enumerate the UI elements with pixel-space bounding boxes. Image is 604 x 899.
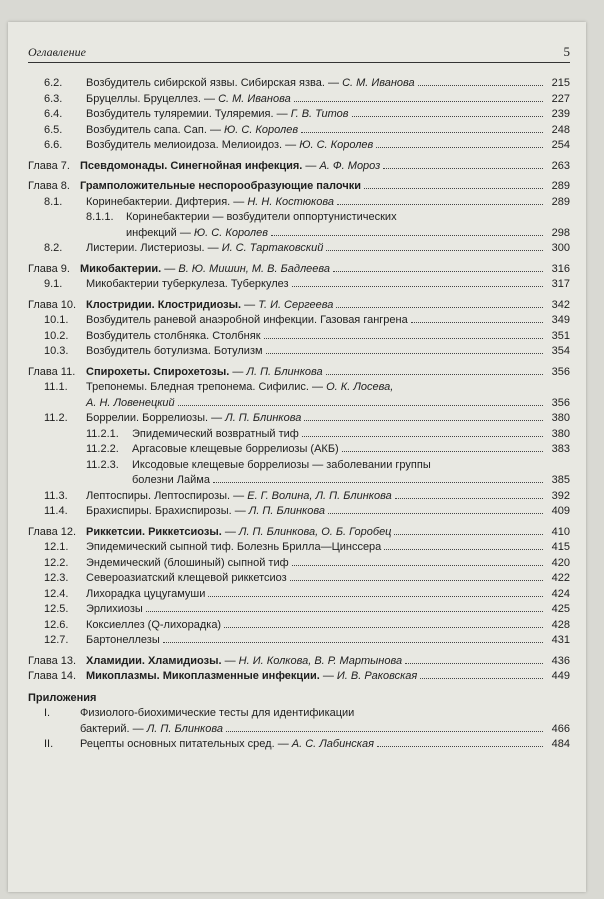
toc-entry-title: бактерий. — Л. П. Блинкова — [80, 722, 223, 735]
toc-entry-page: 385 — [551, 474, 570, 486]
leader-dots — [264, 338, 543, 339]
toc-entry — [28, 540, 570, 556]
toc-entry-title — [86, 587, 205, 603]
toc-entry-title-text: Клостридии. Клостридиозы. — [86, 298, 242, 311]
toc-entry-title-text: Листерии. Листериозы. — [86, 242, 205, 254]
toc-entry-author: И. В. Раковская — [336, 670, 418, 682]
toc-entry-number: 12.5. — [44, 603, 69, 615]
toc-entry-title-text: Лептоспиры. Лептоспирозы. — [86, 489, 231, 502]
toc-entry-author: О. К. Лосева, — [326, 381, 394, 393]
toc-entry-title — [86, 313, 408, 329]
toc-entry-title-text: Эндемический (блошиный) сыпной тиф — [86, 556, 289, 569]
toc-entry-title: Листерии. Листериозы. — И. С. Тартаковский — [86, 242, 324, 254]
leader-dots — [326, 250, 543, 251]
toc-entry-title — [86, 618, 221, 634]
toc-entry-page: 215 — [551, 77, 570, 89]
toc-entry-title-text: Коринебактерии — возбудители оппортунистических — [126, 211, 397, 223]
leader-dots — [266, 353, 543, 354]
toc-entry — [28, 396, 570, 412]
toc-entry-page: 356 — [551, 365, 570, 378]
toc-entry-title — [86, 344, 263, 360]
leader-dots — [364, 188, 543, 189]
toc-entry — [28, 525, 570, 541]
toc-entry-author: А. Н. Ловенецкий — [86, 396, 175, 409]
toc-entry-number: 11.1. — [44, 381, 68, 393]
toc-entry-title: Брахиспиры. Брахиспирозы. — Л. П. Блинкова — [86, 505, 325, 517]
toc-entry — [28, 706, 570, 722]
leader-dots — [292, 565, 543, 566]
toc-entry-title-text: Возбудитель мелиоидоза. Мелиоидоз. — [86, 139, 283, 151]
toc-entry-page: 354 — [551, 345, 570, 357]
leader-dots — [213, 482, 543, 483]
toc-entry-title — [132, 473, 210, 489]
leader-dots — [337, 204, 543, 205]
toc-entry-author: В. Ю. Мишин, М. В. Бадлеева — [178, 262, 331, 275]
toc-entry-title: Возбудитель туляремии. Туляремия. — Г. В. Титов — [86, 108, 349, 120]
toc-entry-title-text: Псевдомонады. Синегнойная инфекция. — [80, 159, 303, 172]
toc-entry-number: Глава 7. — [28, 159, 70, 172]
toc-entry-number: Глава 10. — [28, 298, 77, 311]
toc-entry — [28, 380, 570, 396]
toc-entry — [28, 427, 570, 443]
toc-entry-page: 289 — [551, 180, 570, 192]
toc-entry-title — [86, 396, 175, 412]
toc-entry-title-text: Коксиеллез (Q-лихорадка) — [86, 618, 222, 631]
toc-entry — [28, 365, 570, 381]
toc-entry-page: 436 — [551, 654, 570, 667]
toc-entry-number: Глава 11. — [28, 365, 76, 378]
toc-entry-author: И. С. Тартаковский — [221, 242, 324, 254]
toc-entry — [28, 179, 570, 195]
toc-entry-page: 420 — [551, 556, 570, 569]
toc-entry — [28, 241, 570, 257]
toc-entry — [28, 722, 570, 738]
toc-entry-title-text: Боррелии. Боррелиозы. — [86, 412, 209, 424]
toc-entry-author: Л. П. Блинкова — [225, 412, 302, 424]
toc-entry-page: 263 — [551, 159, 570, 172]
toc-entry — [28, 159, 570, 175]
toc-entry-number: 8.2. — [44, 242, 63, 254]
toc-entry-author: Г. В. Титов — [290, 108, 349, 120]
toc-entry-page: 484 — [551, 738, 570, 750]
toc-entry-author: Ю. С. Королев — [193, 226, 268, 239]
toc-entry-number: Глава 13. — [28, 654, 77, 667]
toc-entry — [28, 298, 570, 314]
leader-dots — [292, 286, 543, 287]
toc-entry-page: 239 — [551, 108, 570, 120]
running-header — [28, 44, 570, 60]
toc-entry-title — [132, 458, 431, 474]
leader-dots — [208, 596, 543, 597]
leader-dots — [420, 678, 543, 679]
toc-entry-title-text: Микоплазмы. Микоплазменные инфекции. — [86, 670, 320, 682]
toc-entry-title: Возбудитель сапа. Сап. — Ю. С. Королев — [86, 123, 299, 136]
toc-entry-author: Л. П. Блинкова — [246, 365, 323, 378]
leader-dots — [405, 663, 543, 664]
toc-entry-page: 227 — [551, 92, 570, 105]
toc-entry-page: 428 — [551, 618, 570, 631]
toc-entry-title-text: Рецепты основных питательных сред. — [80, 738, 275, 750]
toc-entry — [28, 556, 570, 572]
toc-entry-title — [126, 210, 397, 226]
toc-entry-page: 349 — [551, 314, 570, 326]
toc-entry-number: 9.1. — [44, 278, 63, 290]
toc-entry-number: 11.2.1. — [86, 427, 119, 440]
page-number: 5 — [563, 44, 570, 59]
toc-entry-title-text: Возбудитель ботулизма. Ботулизм — [86, 345, 263, 357]
leader-dots — [326, 374, 543, 375]
toc-entry-page: 317 — [551, 278, 570, 290]
toc-entry-page: 380 — [551, 427, 570, 440]
toc-entry-title: инфекций — Ю. С. Королев — [126, 226, 268, 239]
toc-entry-title-text: Североазиатский клещевой риккетсиоз — [86, 572, 287, 584]
toc-entry-page: 422 — [551, 572, 570, 584]
toc-entry-page: 351 — [551, 329, 570, 342]
toc-entry — [28, 226, 570, 242]
toc-entry-page: 431 — [551, 634, 570, 646]
toc-entry-number: 6.4. — [44, 108, 63, 120]
toc-entry-title: Коринебактерии. Дифтерия. — Н. Н. Костюкова — [86, 195, 334, 208]
toc-entry-page: 316 — [551, 262, 570, 275]
toc-entry-page: 356 — [551, 396, 570, 409]
toc-entry-title-text: Иксодовые клещевые боррелиозы — заболевании группы — [132, 458, 431, 471]
leader-dots — [224, 627, 543, 628]
toc-entry — [28, 138, 570, 154]
toc-entry-title — [86, 571, 287, 587]
toc-entry-number: 10.2. — [44, 329, 69, 342]
toc-entry-page: 254 — [551, 139, 570, 151]
toc-entry-title-text: Спирохеты. Спирохетозы. — [86, 365, 230, 378]
toc-entry-title-text: Трепонемы. Бледная трепонема. Сифилис. — [86, 381, 309, 393]
leader-dots — [328, 513, 543, 514]
toc-entry-title: Лептоспиры. Лептоспирозы. — Е. Г. Волина, Л. П. Блинкова — [86, 489, 392, 502]
leader-dots — [395, 498, 543, 499]
toc-entry-title-text: Грамположительные неспорообразующие палочки — [80, 180, 361, 192]
toc-entry-number: Глава 9. — [28, 262, 70, 275]
leader-dots — [178, 405, 543, 406]
toc-entry-title — [80, 706, 354, 722]
leader-dots — [290, 580, 543, 581]
toc-entry-title-text: болезни Лайма — [132, 474, 210, 486]
toc-entry-author: Ю. С. Королев — [299, 139, 374, 151]
toc-entry-title-text: инфекций — [126, 226, 177, 239]
toc-entry-title: Риккетсии. Риккетсиозы. — Л. П. Блинкова, О. Б. Горобец — [86, 525, 392, 538]
toc-entry — [28, 76, 570, 92]
toc-entry-title-text: Эрлихиозы — [86, 603, 143, 615]
toc-entry — [28, 654, 570, 670]
leader-dots — [377, 746, 543, 747]
toc-entry-page: 409 — [551, 505, 570, 517]
toc-entry-author: Е. Г. Волина, Л. П. Блинкова — [247, 489, 392, 502]
toc-entry-title: Микобактерии. — В. Ю. Мишин, М. В. Бадлеева — [80, 262, 331, 275]
toc-entry-title-text: Эпидемический возвратный тиф — [132, 427, 299, 440]
toc-entry-author: Л. П. Блинкова, О. Б. Горобец — [238, 525, 392, 538]
leader-dots — [304, 420, 543, 421]
running-header-title: Оглавление — [28, 45, 86, 59]
toc-entry-number: 12.1. — [44, 541, 69, 553]
toc-entry-title: Микоплазмы. Микоплазменные инфекции. — И. В. Раковская — [86, 670, 418, 682]
toc-entry-author: Н. Н. Костюкова — [247, 195, 334, 208]
toc-entry-title-text: Хламидии. Хламидиозы. — [86, 654, 222, 667]
toc-entry-title — [80, 179, 361, 195]
toc-entry-title — [86, 556, 289, 572]
toc-entry-title — [86, 277, 289, 293]
toc-entry-number: 11.2.2. — [86, 443, 119, 455]
toc-entry — [28, 313, 570, 329]
toc-entry-title-text: Риккетсии. Риккетсиозы. — [86, 525, 222, 538]
toc-entry — [28, 669, 570, 685]
toc-entry — [28, 262, 570, 278]
toc-entry — [28, 210, 570, 226]
toc-entry — [28, 489, 570, 505]
toc-entry-title: Рецепты основных питательных сред. — А. С. Лабинская — [80, 738, 374, 750]
toc-entry-title-text: Физиолого-биохимические тесты для идентификации — [80, 707, 355, 719]
toc-entry-title-text: Микобактерии туберкулеза. Туберкулез — [86, 278, 289, 290]
toc-entry — [28, 587, 570, 603]
leader-dots — [336, 307, 543, 308]
toc-entry-title: Возбудитель мелиоидоза. Мелиоидоз. — Ю. С. Королев — [86, 139, 374, 151]
toc-entry-page: 380 — [551, 412, 570, 424]
toc-entry-title-text: Коринебактерии. Дифтерия. — [86, 195, 231, 208]
toc-entry-author: А. С. Лабинская — [291, 738, 374, 750]
toc-entry-title-text: Бруцеллы. Бруцеллез. — [86, 92, 201, 105]
toc-entry-number: Глава 14. — [28, 670, 77, 682]
leader-dots — [333, 271, 543, 272]
appendix-heading: Приложения — [28, 691, 97, 704]
toc-entry-title — [86, 633, 160, 649]
leader-dots — [294, 101, 543, 102]
toc-entry-number: 12.2. — [44, 556, 69, 569]
toc-entry-page: 300 — [551, 242, 570, 254]
toc-entry-page: 248 — [551, 123, 570, 136]
leader-dots — [342, 451, 543, 452]
toc-entry-author: Ю. С. Королев — [224, 123, 299, 136]
toc-entry-number: 6.2. — [44, 77, 63, 89]
leader-dots — [301, 132, 543, 133]
toc-entry-author: А. Ф. Мороз — [319, 159, 381, 172]
toc-entry-number: 6.5. — [44, 123, 63, 136]
toc-entry-title-text: Бартонеллезы — [86, 634, 160, 646]
toc-entry-page: 298 — [551, 226, 570, 239]
leader-dots — [411, 322, 543, 323]
toc-entry-page: 415 — [551, 541, 570, 553]
toc-entry-title — [132, 427, 299, 443]
leader-dots — [302, 436, 543, 437]
toc-entry — [28, 633, 570, 649]
toc-entry-number: 12.4. — [44, 587, 69, 600]
toc-entry-page: 392 — [551, 489, 570, 502]
toc-entry-author: Л. П. Блинкова — [248, 505, 325, 517]
leader-dots — [384, 549, 543, 550]
toc-entry-number: 12.7. — [44, 634, 69, 646]
leader-dots — [226, 731, 543, 732]
toc-entry-number: 11.3. — [44, 489, 68, 502]
toc-entry-number: 10.1. — [44, 314, 69, 326]
toc-entry-number: 6.6. — [44, 139, 63, 151]
toc-entry-number: 11.2.3. — [86, 458, 119, 471]
toc-entry-number: 8.1.1. — [86, 211, 114, 223]
toc-entry-number: 6.3. — [44, 92, 63, 105]
toc-entry — [28, 195, 570, 211]
toc-entry-page: 410 — [551, 525, 570, 538]
toc-entry-title: Клостридии. Клостридиозы. — Т. И. Сергеева — [86, 298, 334, 311]
leader-dots — [376, 147, 543, 148]
toc-entry-page: 383 — [551, 443, 570, 455]
toc-entry-title-text: Возбудитель сапа. Сап. — [86, 123, 207, 136]
toc-entry-author: Т. И. Сергеева — [258, 298, 334, 311]
toc-entry — [28, 329, 570, 345]
toc-entry-number: Глава 12. — [28, 525, 77, 538]
toc-entry-title-text: Брахиспиры. Брахиспирозы. — [86, 505, 232, 517]
toc-entry-title: Хламидии. Хламидиозы. — Н. И. Колкова, В. Р. Мартынова — [86, 654, 403, 667]
toc-entry-title-text: Возбудитель сибирской язвы. Сибирская язва. — [86, 77, 325, 89]
toc-entry — [28, 737, 570, 753]
toc-entry — [28, 123, 570, 139]
toc-entry-title-text: Аргасовые клещевые боррелиозы (АКБ) — [132, 443, 339, 455]
toc-entry-title-text: Эпидемический сыпной тиф. Болезнь Брилла—Цинссера — [86, 541, 382, 553]
leader-dots — [418, 85, 543, 86]
toc-entry-title-text: бактерий. — [80, 722, 130, 735]
toc-entry-title — [86, 540, 381, 556]
toc-entry-title — [86, 602, 143, 618]
toc-entry-title-text: Возбудитель раневой анаэробной инфекции. Газовая гангрена — [86, 314, 408, 326]
leader-dots — [352, 116, 543, 117]
toc-entry-page: 449 — [551, 670, 570, 682]
leader-dots — [163, 642, 543, 643]
toc-entry-title: Бруцеллы. Бруцеллез. — С. М. Иванова — [86, 92, 291, 105]
toc-entry-number: 11.2. — [44, 412, 68, 424]
toc-entry — [28, 411, 570, 427]
toc-entry-number: 12.3. — [44, 572, 69, 584]
toc-entry-title: Возбудитель сибирской язвы. Сибирская язва. — С. М. Иванова — [86, 77, 415, 89]
toc-entry-title — [86, 329, 261, 345]
toc-entry-title-text: Возбудитель столбняка. Столбняк — [86, 329, 261, 342]
leader-dots — [271, 235, 543, 236]
toc-entry-number: 12.6. — [44, 618, 69, 631]
leader-dots — [383, 168, 543, 169]
toc-entry — [28, 92, 570, 108]
table-of-contents — [28, 76, 570, 753]
toc-entry-page: 466 — [551, 722, 570, 735]
toc-entry-title: Спирохеты. Спирохетозы. — Л. П. Блинкова — [86, 365, 323, 378]
toc-entry — [28, 602, 570, 618]
toc-entry-page: 289 — [551, 195, 570, 208]
toc-entry — [28, 458, 570, 474]
toc-entry — [28, 344, 570, 360]
toc-entry-author: Л. П. Блинкова — [146, 722, 223, 735]
toc-entry — [28, 618, 570, 634]
toc-entry-author: С. М. Иванова — [342, 77, 415, 89]
toc-entry-number: Глава 8. — [28, 180, 70, 192]
toc-entry-title-text: Возбудитель туляремии. Туляремия. — [86, 108, 274, 120]
toc-entry — [28, 442, 570, 458]
toc-entry-page: 424 — [551, 587, 570, 600]
toc-entry-title: Псевдомонады. Синегнойная инфекция. — А. Ф. Мороз — [80, 159, 381, 172]
toc-entry — [28, 504, 570, 520]
toc-entry-title: Трепонемы. Бледная трепонема. Сифилис. — О. К. Лосева, — [86, 381, 394, 393]
toc-entry-title — [132, 442, 339, 458]
toc-entry-title-text: Лихорадка цуцугамуши — [86, 587, 206, 600]
leader-dots — [146, 611, 543, 612]
toc-entry — [28, 571, 570, 587]
toc-entry-page: 342 — [551, 298, 570, 311]
toc-entry-title-text: Микобактерии. — [80, 262, 162, 275]
toc-entry-author: С. М. Иванова — [218, 92, 291, 105]
toc-entry-title: Боррелии. Боррелиозы. — Л. П. Блинкова — [86, 412, 302, 424]
toc-entry-number: II. — [44, 738, 54, 750]
toc-entry-page: 425 — [551, 603, 570, 615]
toc-entry-number: 8.1. — [44, 195, 63, 208]
toc-entry — [28, 277, 570, 293]
toc-entry — [28, 107, 570, 123]
toc-entry-number: 10.3. — [44, 345, 69, 357]
header-rule — [28, 62, 570, 63]
book-page — [8, 22, 586, 892]
toc-entry-author: Н. И. Колкова, В. Р. Мартынова — [238, 654, 403, 667]
toc-entry-number: I. — [44, 707, 51, 719]
toc-entry-number: 11.4. — [44, 505, 68, 517]
toc-entry — [28, 473, 570, 489]
leader-dots — [394, 534, 543, 535]
